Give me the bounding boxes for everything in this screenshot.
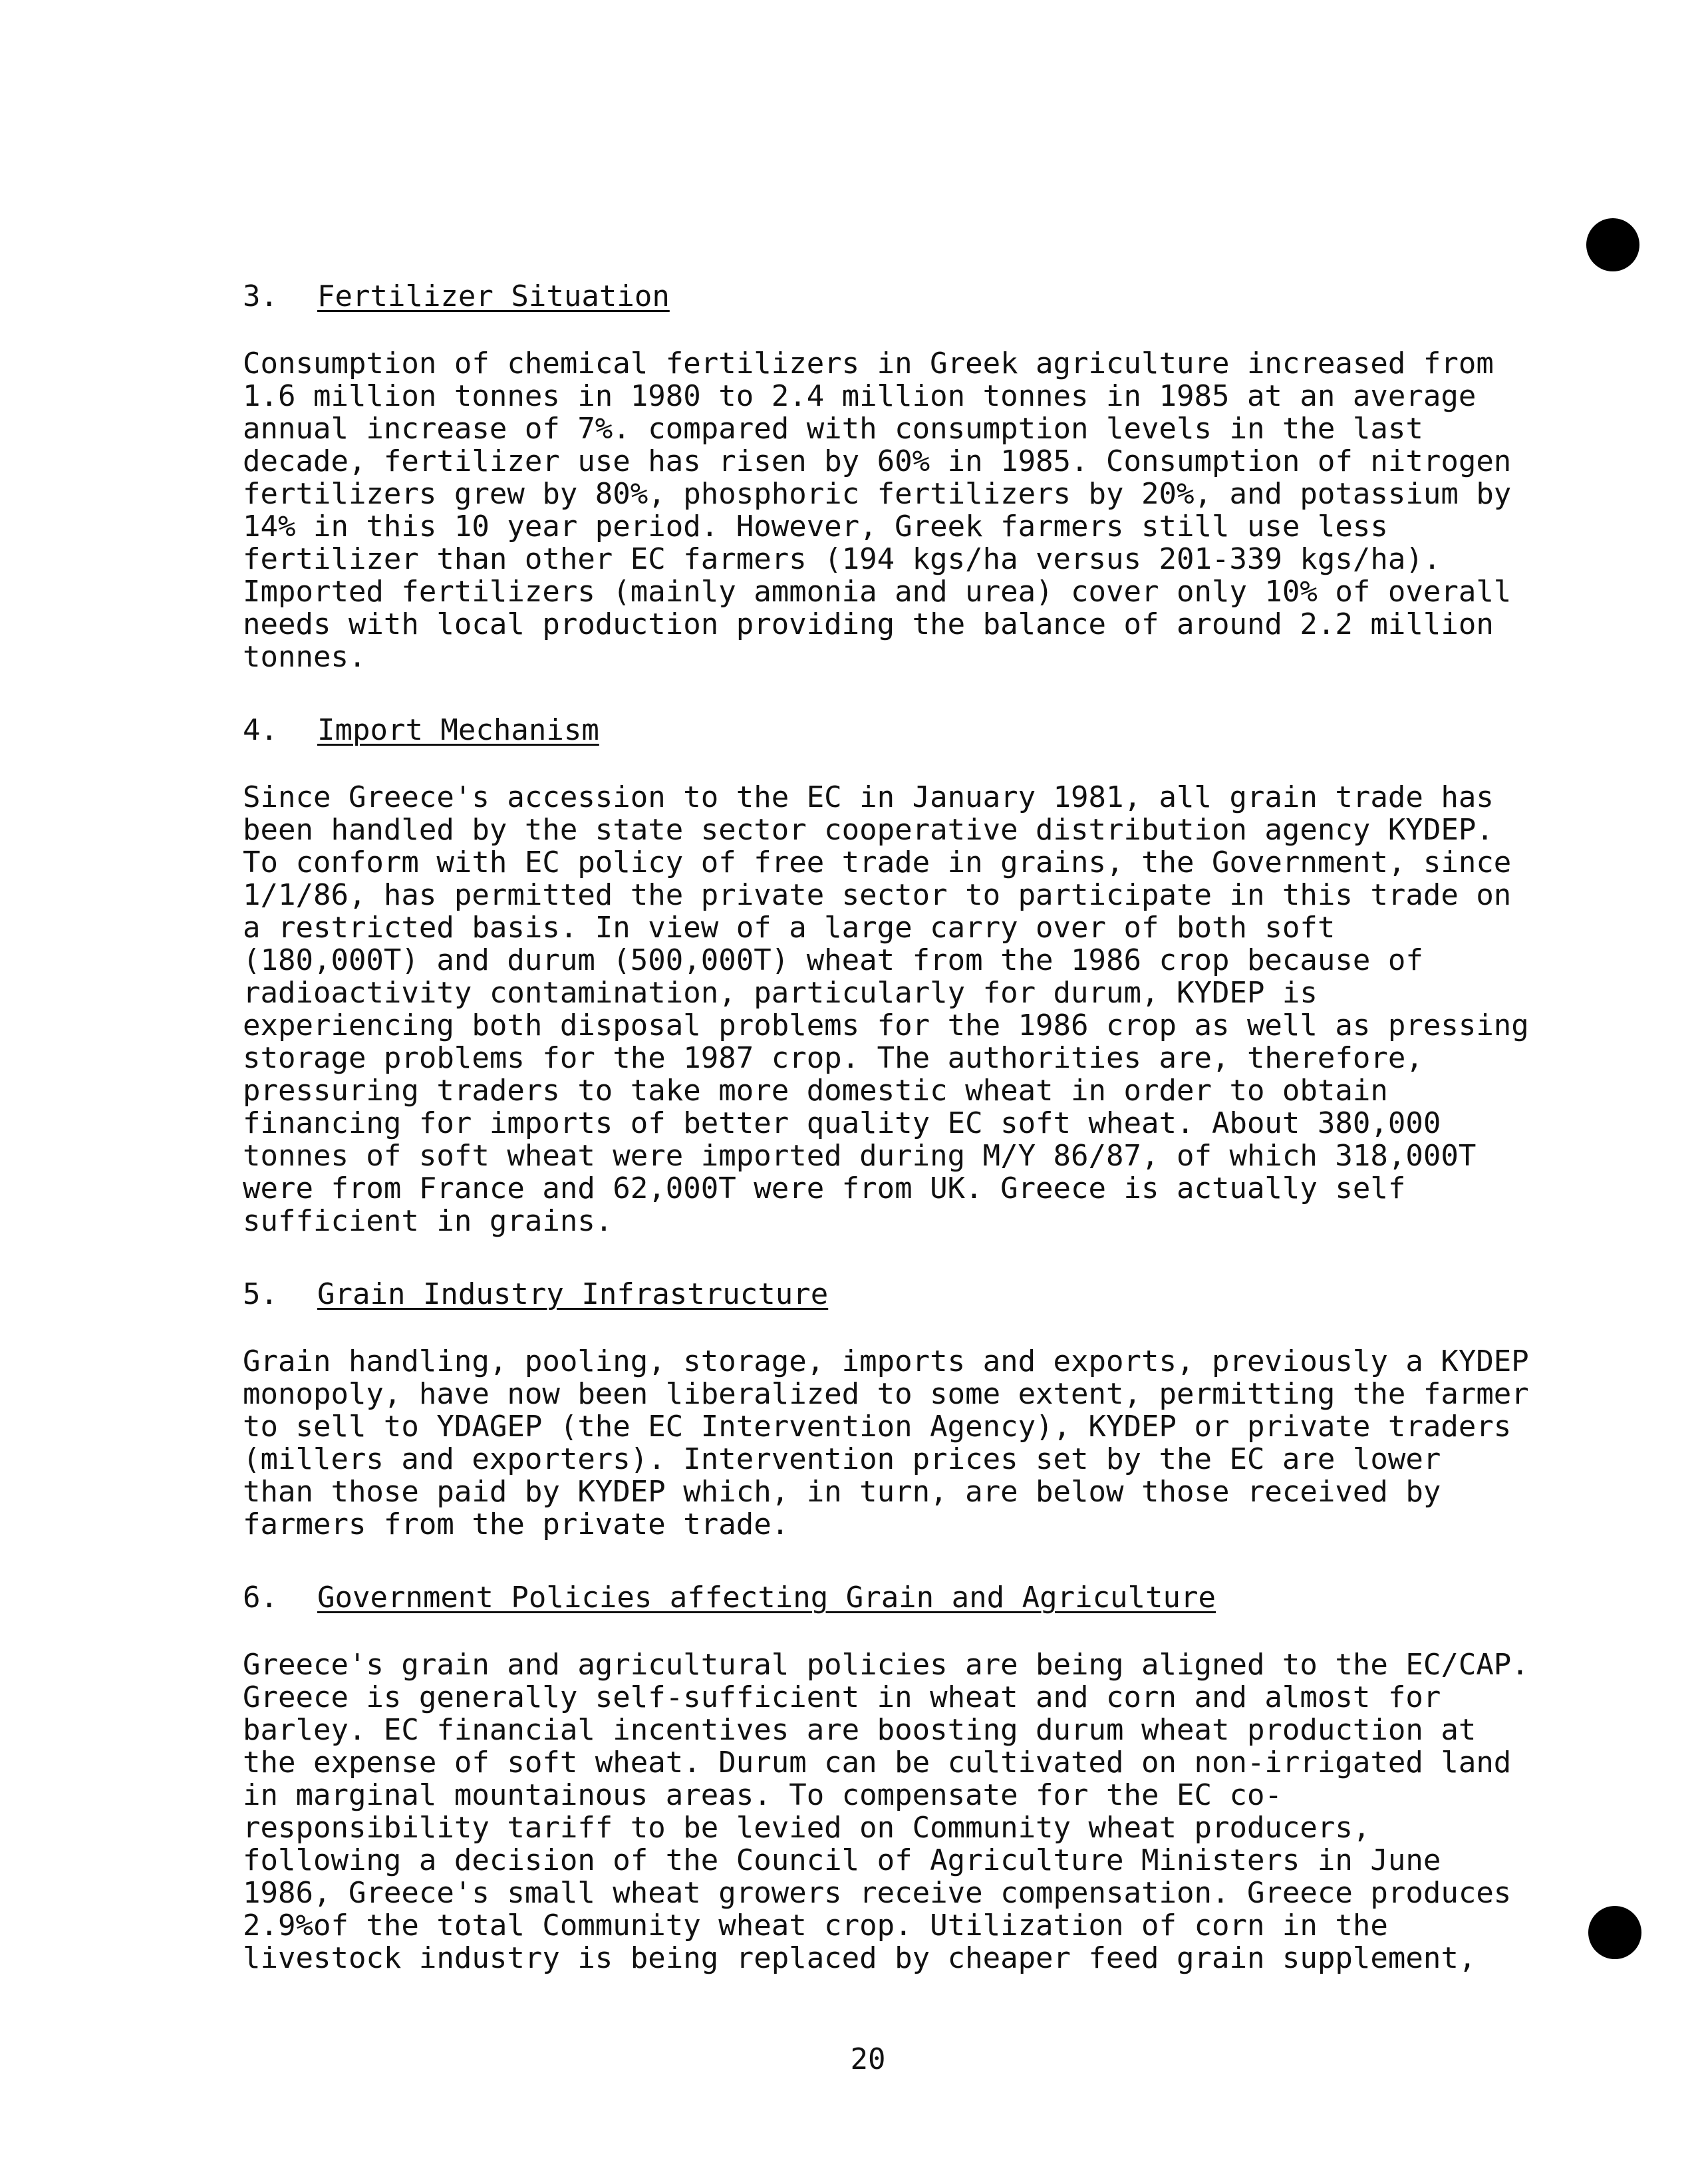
section-title: Fertilizer Situation — [317, 279, 670, 313]
text-line: monopoly, have now been liberalized to some extent, permitting the farmer — [243, 1377, 1529, 1411]
text-line: 1.6 million tonnes in 1980 to 2.4 million tonnes in 1985 at an average — [243, 379, 1477, 413]
text-line: financing for imports of better quality EC soft wheat. About 380,000 — [243, 1106, 1441, 1140]
text-line: in marginal mountainous areas. To compensate for the EC co- — [243, 1778, 1282, 1812]
section-government-policies — [243, 1581, 1529, 1975]
text-line: fertilizers grew by 80%, phosphoric fertilizers by 20%, and potassium by — [243, 477, 1512, 511]
text-line: pressuring traders to take more domestic wheat in order to obtain — [243, 1074, 1388, 1108]
text-line: Consumption of chemical fertilizers in Greek agriculture increased from — [243, 347, 1494, 381]
text-line: (180,000T) and durum (500,000T) wheat from the 1986 crop because of — [243, 943, 1423, 977]
text-line: experiencing both disposal problems for the 1986 crop as well as pressing — [243, 1009, 1529, 1042]
text-line: storage problems for the 1987 crop. The authorities are, therefore, — [243, 1041, 1423, 1075]
text-line: Since Greece's accession to the EC in January 1981, all grain trade has — [243, 780, 1494, 814]
section-paragraph — [243, 347, 1512, 674]
text-line: than those paid by KYDEP which, in turn, are below those received by — [243, 1475, 1441, 1509]
text-line: sufficient in grains. — [243, 1204, 613, 1238]
section-fertilizer-situation — [243, 279, 1512, 674]
text-line: 14% in this 10 year period. However, Greek farmers still use less — [243, 510, 1388, 544]
text-line: 1/1/86, has permitted the private sector to participate in this trade on — [243, 878, 1512, 912]
text-line: farmers from the private trade. — [243, 1507, 789, 1541]
text-line: to sell to YDAGEP (the EC Intervention Agency), KYDEP or private traders — [243, 1410, 1512, 1444]
text-line: livestock industry is being replaced by cheaper feed grain supplement, — [243, 1941, 1477, 1975]
section-title: Import Mechanism — [317, 713, 599, 747]
section-heading — [243, 279, 1500, 314]
section-number: 3. — [243, 279, 278, 313]
punch-hole-top — [1586, 218, 1639, 271]
section-heading — [243, 1581, 1500, 1615]
section-number: 5. — [243, 1277, 278, 1311]
document-body — [243, 279, 1529, 2014]
text-line: tonnes. — [243, 640, 366, 674]
section-paragraph — [243, 1648, 1529, 1975]
punch-hole-bottom — [1588, 1906, 1641, 1959]
section-paragraph — [243, 1344, 1529, 1541]
text-line: Grain handling, pooling, storage, imports and exports, previously a KYDEP — [243, 1344, 1529, 1378]
section-paragraph — [243, 780, 1529, 1238]
text-line: Greece's grain and agricultural policies are being aligned to the EC/CAP. — [243, 1648, 1529, 1682]
page-number: 20 — [850, 2042, 886, 2076]
text-line: following a decision of the Council of Agriculture Ministers in June — [243, 1843, 1441, 1877]
text-line: needs with local production providing the balance of around 2.2 million — [243, 607, 1494, 641]
text-line: To conform with EC policy of free trade in grains, the Government, since — [243, 846, 1512, 879]
text-line: barley. EC financial incentives are boosting durum wheat production at — [243, 1713, 1477, 1747]
section-number: 4. — [243, 713, 278, 747]
section-title: Grain Industry Infrastructure — [317, 1277, 829, 1311]
text-line: a restricted basis. In view of a large carry over of both soft — [243, 911, 1336, 945]
text-line: annual increase of 7%. compared with consumption levels in the last — [243, 412, 1423, 446]
text-line: fertilizer than other EC farmers (194 kgs/ha versus 201-339 kgs/ha). — [243, 542, 1441, 576]
section-grain-industry-infrastructure — [243, 1277, 1529, 1541]
text-line: 2.9%of the total Community wheat crop. Utilization of corn in the — [243, 1909, 1388, 1943]
section-heading — [243, 713, 1500, 748]
text-line: responsibility tariff to be levied on Community wheat producers, — [243, 1811, 1371, 1845]
text-line: 1986, Greece's small wheat growers receive compensation. Greece produces — [243, 1876, 1512, 1910]
section-number: 6. — [243, 1581, 278, 1615]
text-line: were from France and 62,000T were from UK. Greece is actually self — [243, 1171, 1406, 1205]
section-import-mechanism — [243, 713, 1529, 1238]
text-line: radioactivity contamination, particularly for durum, KYDEP is — [243, 976, 1318, 1010]
text-line: Imported fertilizers (mainly ammonia and urea) cover only 10% of overall — [243, 575, 1512, 609]
text-line: Greece is generally self-sufficient in wheat and corn and almost for — [243, 1680, 1441, 1714]
section-title: Government Policies affecting Grain and Agriculture — [317, 1581, 1216, 1615]
text-line: tonnes of soft wheat were imported during M/Y 86/87, of which 318,000T — [243, 1139, 1477, 1173]
text-line: decade, fertilizer use has risen by 60% in 1985. Consumption of nitrogen — [243, 444, 1512, 478]
text-line: (millers and exporters). Intervention prices set by the EC are lower — [243, 1442, 1441, 1476]
text-line: the expense of soft wheat. Durum can be cultivated on non-irrigated land — [243, 1746, 1512, 1780]
section-heading — [243, 1277, 1500, 1312]
text-line: been handled by the state sector cooperative distribution agency KYDEP. — [243, 813, 1494, 847]
